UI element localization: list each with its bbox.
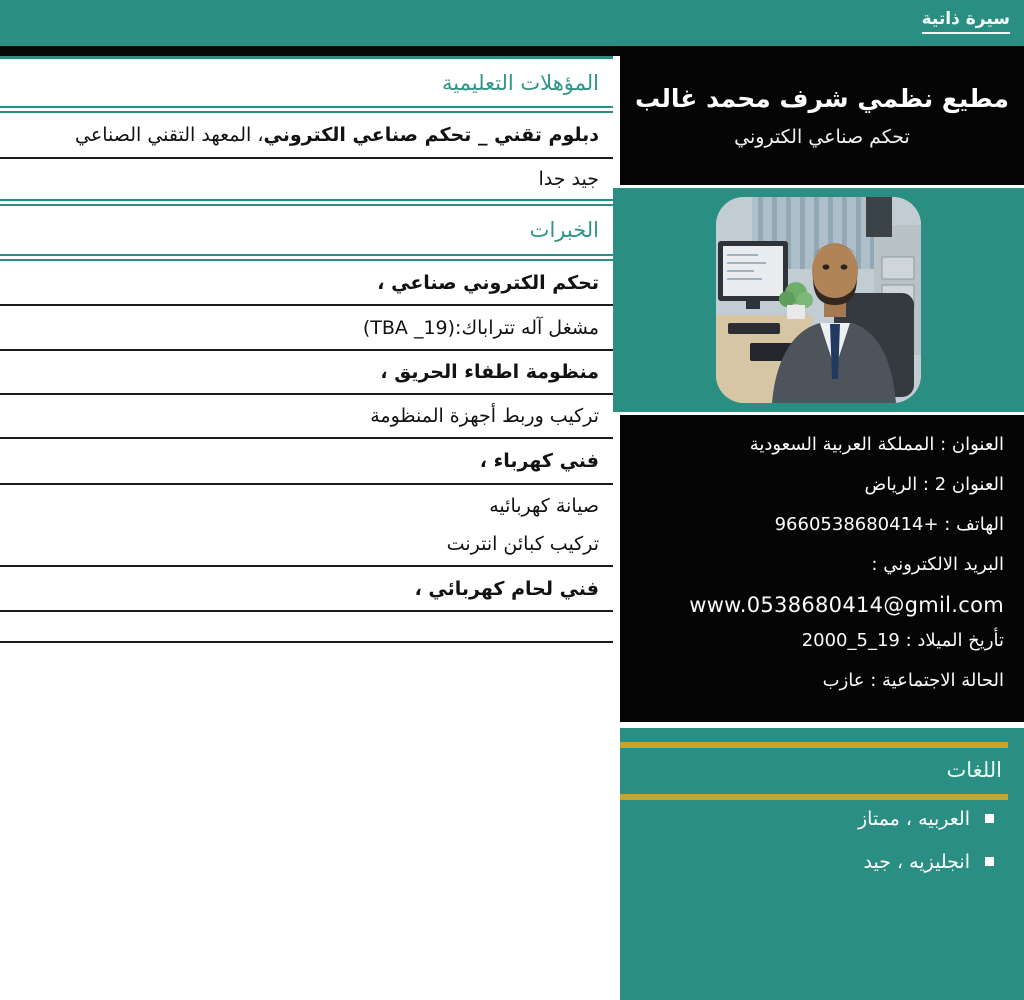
education-row (0, 159, 613, 199)
education-row (0, 113, 613, 159)
candidate-job-title: تحكم صناعي الكتروني (734, 125, 910, 148)
experience-detail: صيانة كهربائيه (489, 495, 599, 517)
language-item (620, 851, 994, 872)
contact-email-label: البريد الالكتروني : (871, 554, 1004, 575)
education-degree-rest: ، المعهد التقني الصناعي (75, 124, 264, 146)
experience-row-empty (0, 612, 613, 643)
education-degree-bold: دبلوم تقني _ تحكم صناعي الكتروني (263, 124, 599, 146)
experience-row (0, 567, 613, 612)
contact-address: العنوان : المملكة العربية السعودية (749, 434, 1004, 455)
languages-panel (620, 728, 1024, 1000)
section-divider (0, 199, 613, 206)
experience-job-title: فني لحام كهربائي ، (414, 577, 599, 600)
photo-panel (613, 188, 1024, 412)
contact-phone: الهاتف : +9660538680414 (774, 514, 1004, 535)
experience-row (0, 395, 613, 439)
section-divider (0, 106, 613, 113)
education-grade: جيد جدا (538, 168, 599, 190)
language-label: انجليزيه ، جيد (863, 850, 970, 873)
experience-row (0, 351, 613, 395)
main-content-column (0, 56, 613, 643)
contact-address2: العنوان 2 : الرياض (864, 474, 1004, 495)
contact-panel (620, 415, 1024, 722)
experience-detail: تركيب كبائن انترنت (446, 533, 599, 555)
experience-row (0, 261, 613, 306)
language-item (620, 808, 994, 829)
cv-title: سيرة ذاتية (922, 9, 1010, 34)
education-section-title: المؤهلات التعليمية (442, 70, 599, 95)
experience-detail: تركيب وربط أجهزة المنظومة (370, 405, 599, 427)
experience-section-title: الخبرات (529, 218, 599, 242)
office-portrait-illustration (716, 197, 921, 403)
experience-detail: مشغل آله تتراباك:(TBA _19) (362, 316, 599, 339)
contact-birth-date: تأريخ الميلاد : 19_5_2000 (801, 630, 1004, 651)
name-panel (620, 46, 1024, 185)
bullet-square-icon (985, 857, 994, 866)
experience-job-title: تحكم الكتروني صناعي ، (377, 271, 599, 294)
experience-job-title: فني كهرباء ، (479, 450, 599, 472)
profile-photo (716, 197, 921, 403)
language-label: العربيه ، ممتاز (858, 807, 970, 830)
top-teal-bar (0, 0, 1024, 46)
experience-job-title: منظومة اطفاء الحريق ، (380, 361, 599, 383)
experience-row (0, 439, 613, 485)
section-divider (0, 254, 613, 261)
experience-row (0, 306, 613, 351)
languages-title: اللغات (946, 758, 1002, 782)
languages-list (620, 800, 1024, 872)
contact-marital-status: الحالة الاجتماعية : عازب (822, 670, 1004, 691)
candidate-name: مطيع نظمي شرف محمد غالب (635, 83, 1009, 113)
contact-email: www.0538680414@gmil.com (689, 593, 1004, 617)
bullet-square-icon (985, 814, 994, 823)
experience-row (0, 485, 613, 567)
